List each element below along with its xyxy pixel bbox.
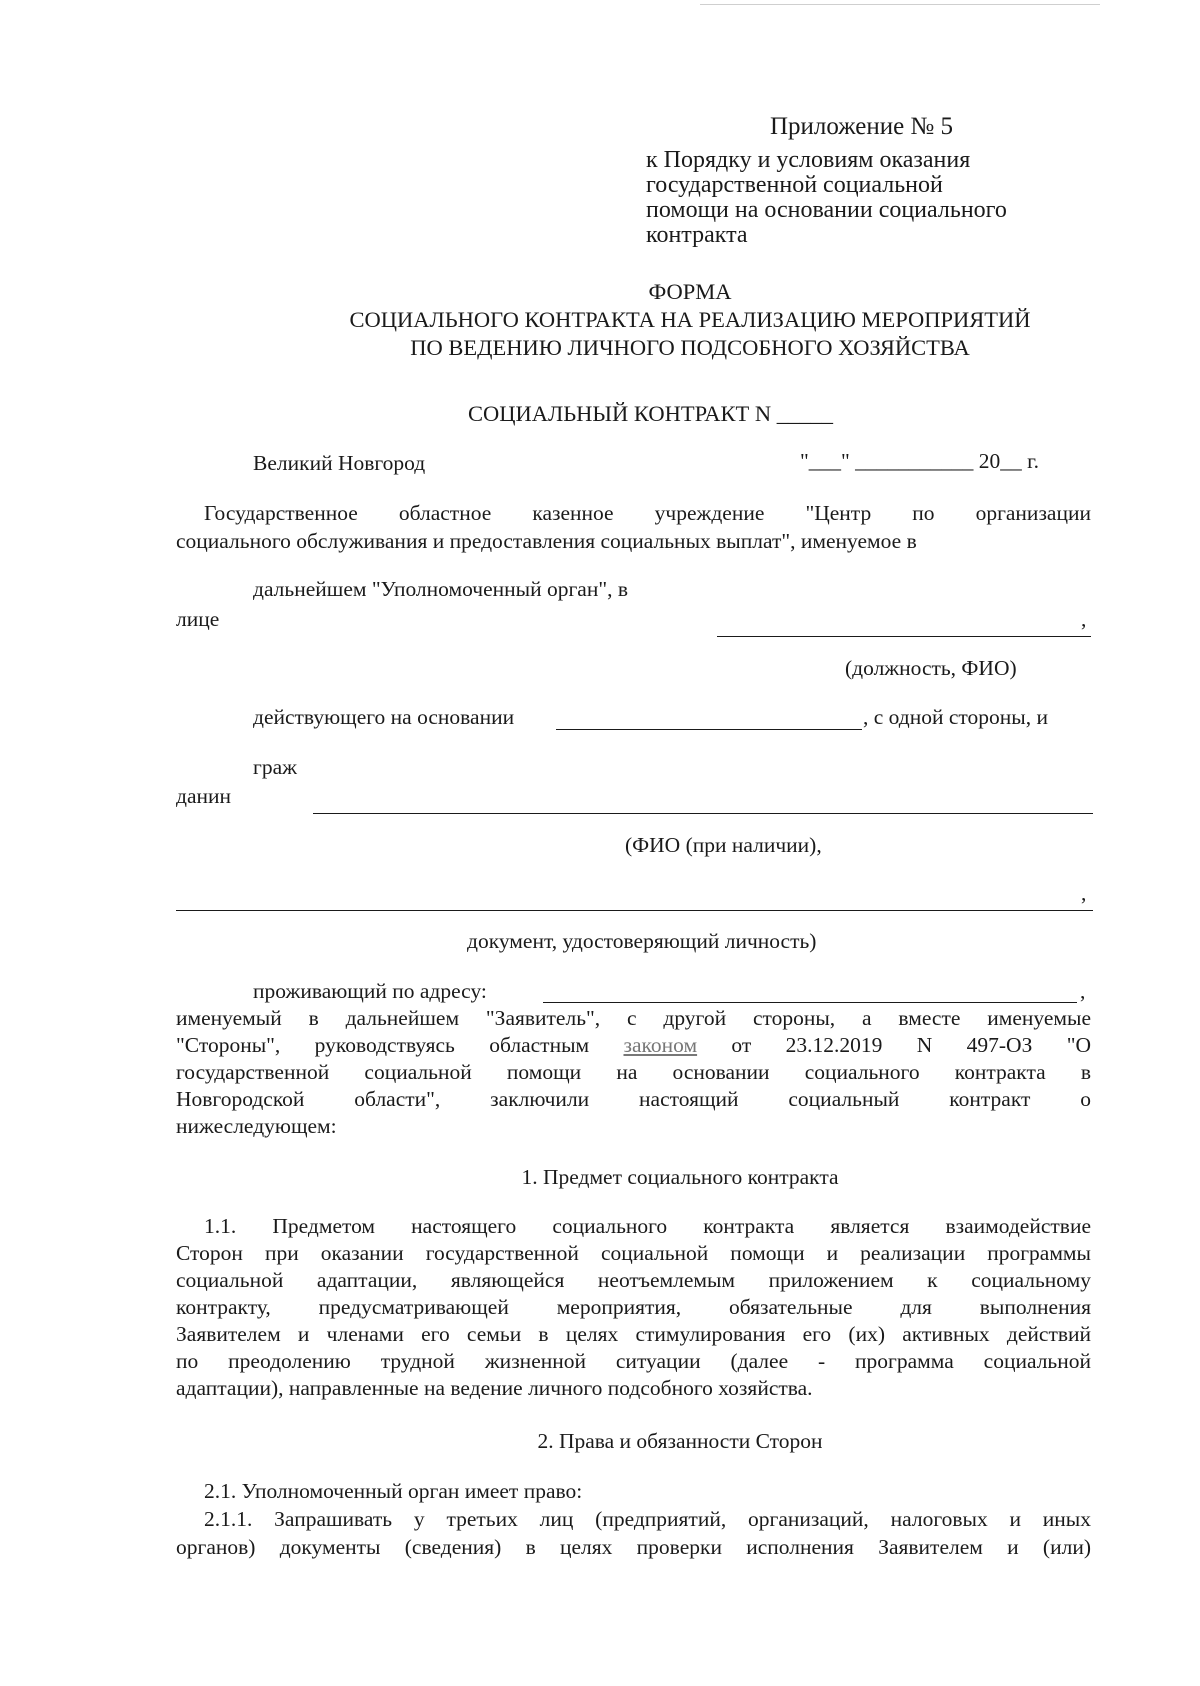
caption-fio: (ФИО (при наличии), [625,833,822,857]
item-2-1: 2.1. Уполномоченный орган имеет право: [204,1479,583,1503]
intro-face-label: лице [176,607,220,631]
section1-heading: 1. Предмет социального контракта [521,1165,839,1189]
parties-line4: Новгородской области", заключили настоящий социальный контракт о [176,1087,1091,1111]
section1-line: по преодолению трудной жизненной ситуации (далее - программа социальной [176,1349,1091,1373]
section1-line: контракту, предусматривающей мероприятия, обязательные для выполнения [176,1295,1091,1319]
intro-line3: дальнейшем "Уполномоченный орган", в [253,577,629,601]
acting-on-tail: , с одной стороны, и [863,705,1048,729]
section1-line: социальной адаптации, являющейся неотъемлемым приложением к социальному [176,1268,1091,1292]
parties-line3: государственной социальной помощи на основании социального контракта в [176,1060,1091,1084]
caption-position: (должность, ФИО) [845,656,1017,680]
appendix-line: помощи на основании социального [646,197,1007,223]
section1-line: Заявителем и членами его семьи в целях стимулирования его (их) активных действий [176,1322,1091,1346]
section2-heading: 2. Права и обязанности Сторон [537,1429,823,1453]
section1-line: 1.1. Предметом настоящего социального контракта является взаимодействие [204,1214,1091,1238]
appendix-subtitle [646,148,1007,248]
parties-line2 [176,1032,1091,1059]
parties-line5: нижеследующем: [176,1114,337,1138]
section1-line: адаптации), направленные на ведение личного подсобного хозяйства. [176,1376,813,1400]
parties-line2-after: от 23.12.2019 N 497-ОЗ "О [697,1033,1091,1057]
parties-line2-before: "Стороны", руководствуясь областным [176,1033,624,1057]
appendix-line: государственной социальной [646,172,943,198]
appendix-line: к Порядку и условиям оказания [646,147,971,173]
acting-on-label: действующего на основании [253,705,515,729]
form-heading-line1: ФОРМА [648,279,732,304]
scan-artifact-line [700,4,1100,5]
date-line: "___" ___________ 20__ г. [800,449,1039,473]
document-comma: , [1081,881,1087,905]
form-heading-line2: СОЦИАЛЬНОГО КОНТРАКТА НА РЕАЛИЗАЦИЮ МЕРОПРИЯТИЙ [349,307,1031,332]
address-comma: , [1080,979,1086,1003]
position-comma: , [1081,607,1087,631]
item-2-1-1-line1: 2.1.1. Запрашивать у третьих лиц (предприятий, организаций, налоговых и иных [204,1507,1091,1531]
residing-label: проживающий по адресу: [253,979,487,1003]
citizen-label-part1: граж [253,755,297,779]
document-fill-line [176,910,1093,911]
caption-document: документ, удостоверяющий личность) [467,929,817,953]
address-fill-line [543,1002,1077,1003]
item-2-1-1-line2: органов) документы (сведения) в целях проверки исполнения Заявителем и (или) [176,1535,1091,1559]
section1-line: Сторон при оказании государственной социальной помощи и реализации программы [176,1241,1091,1265]
parties-line1: именуемый в дальнейшем "Заявитель", с другой стороны, а вместе именуемые [176,1006,1091,1030]
acting-on-fill-line [556,729,862,730]
position-fill-line [717,636,1091,637]
intro-line2: социального обслуживания и предоставления социальных выплат", именуемое в [176,529,917,553]
law-link[interactable]: законом [623,1033,698,1057]
citizen-fill-line [313,813,1093,814]
citizen-label-part2: данин [176,784,231,808]
appendix-title: Приложение № 5 [770,113,954,140]
appendix-line: контракта [646,222,748,248]
place: Великий Новгород [253,451,426,475]
intro-line1: Государственное областное казенное учреждение "Центр по организации [204,501,1091,525]
form-heading-line3: ПО ВЕДЕНИЮ ЛИЧНОГО ПОДСОБНОГО ХОЗЯЙСТВА [410,335,970,360]
contract-title: СОЦИАЛЬНЫЙ КОНТРАКТ N _____ [468,401,833,426]
